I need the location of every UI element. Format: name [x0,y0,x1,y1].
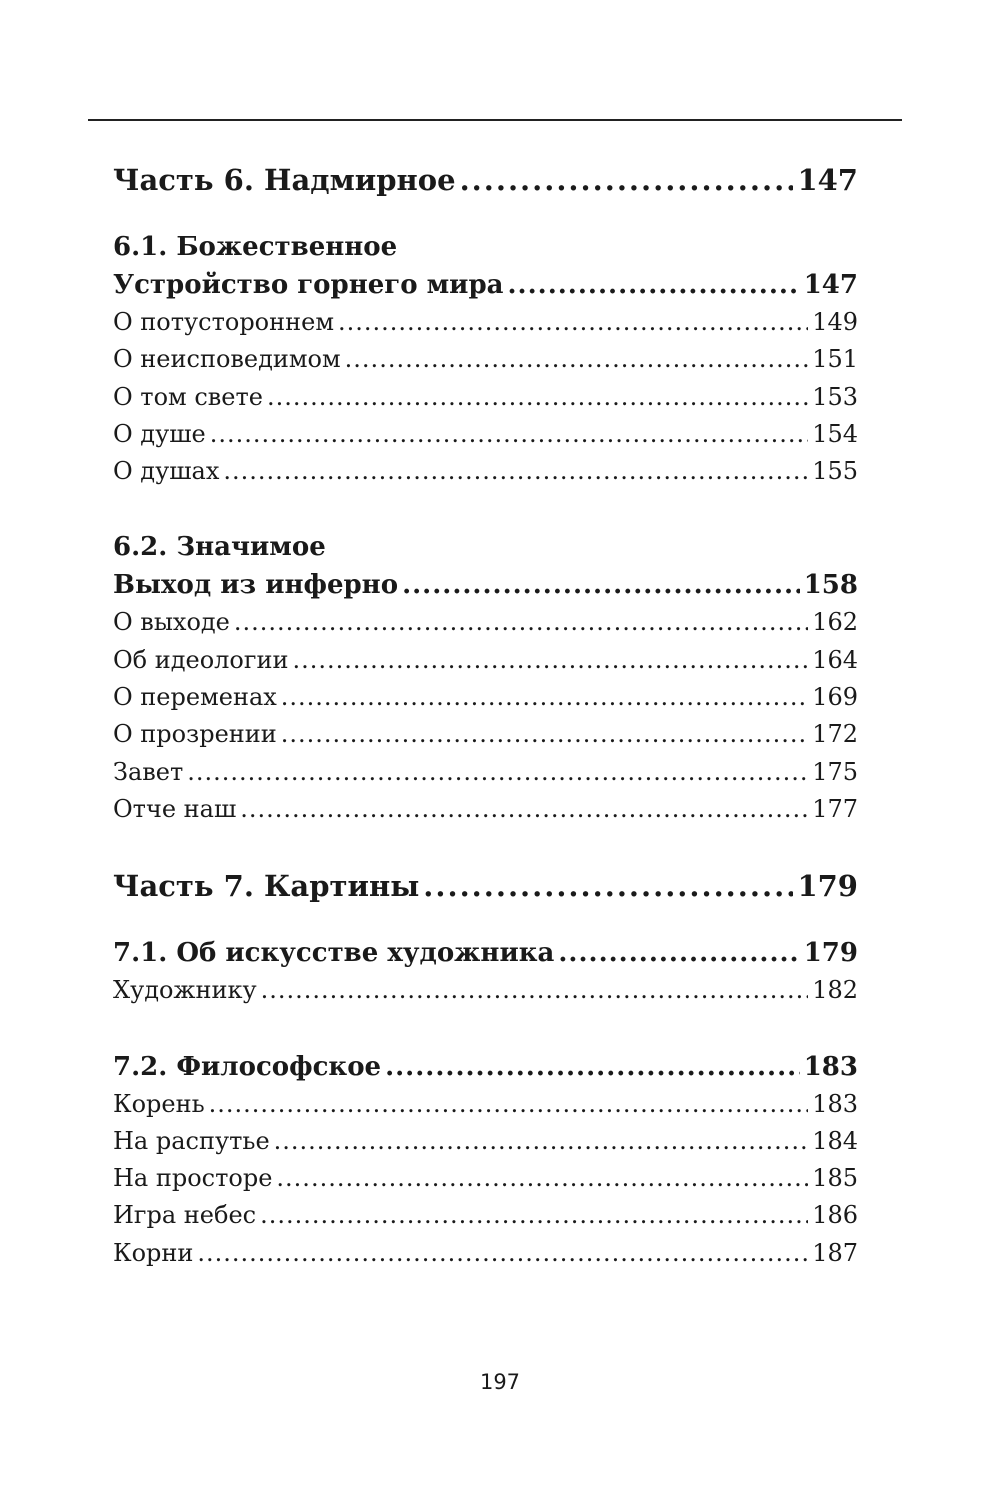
dot-leader [267,379,808,416]
toc-page-number: 151 [812,345,858,374]
dot-leader [508,266,800,304]
dot-leader [402,566,800,604]
toc-item-label: Корни [113,1238,194,1267]
toc-page-number: 158 [803,570,858,601]
toc-item-label: На распутье [113,1126,270,1155]
toc-page-number: 155 [812,457,858,486]
toc-page-number: 169 [812,683,858,712]
toc-item-label: О потустороннем [113,308,334,336]
toc-item [113,1197,858,1234]
toc-page-number: 187 [812,1238,858,1267]
dot-leader [197,1235,808,1272]
dot-leader [345,341,809,378]
toc-item [113,642,858,679]
toc-item-label: О том свете [113,382,263,411]
page-number: 197 [479,1370,521,1394]
toc-item [113,791,858,828]
toc-item [113,972,858,1009]
toc-page-number: 179 [797,869,858,904]
dot-leader [240,791,808,828]
toc-page-number: 177 [812,794,858,823]
toc-item-label: О душах [113,457,220,486]
toc-page-number: 153 [812,382,858,411]
toc-section-title [113,1048,858,1086]
toc-item [113,716,858,753]
toc-section-title [113,266,858,304]
toc-page-number: 162 [812,608,858,637]
dot-leader [292,642,808,679]
toc-section-label: 7.1. Об искусстве художника [113,938,555,969]
toc-item [113,341,858,378]
toc-item-label: Игра небес [113,1201,257,1230]
toc-page-number: 185 [812,1164,858,1193]
dot-leader [260,1197,808,1234]
table-of-contents [113,152,858,1272]
dot-leader [187,754,808,791]
dot-leader [558,934,799,972]
toc-page-number: 147 [803,270,858,300]
toc-page-number: 175 [812,757,858,786]
toc-section-label: Выход из инферно [113,570,399,601]
dot-leader [261,972,809,1009]
toc-page-number: 172 [812,720,858,749]
toc-section-title [113,934,858,972]
toc-item-label: О переменах [113,683,277,712]
toc-part-6 [113,152,858,208]
toc-page-number: 184 [812,1126,858,1155]
toc-page-number: 149 [812,308,858,336]
toc-item [113,304,858,341]
toc-part-label: Часть 6. Надмирное [113,163,456,197]
toc-section-heading: 6.1. Божественное [113,232,398,262]
dot-leader [281,716,808,753]
dot-leader [385,1048,800,1086]
toc-item-label: О выходе [113,608,230,637]
top-rule [88,119,902,121]
toc-part-label: Часть 7. Картины [113,869,420,904]
toc-page-number: 164 [812,645,858,674]
toc-item-label: Об идеологии [113,645,289,674]
toc-item-label: О неисповедимом [113,345,341,374]
dot-leader [276,1160,808,1197]
dot-leader [274,1123,809,1160]
toc-item [113,1160,858,1197]
toc-item-label: Завет [113,757,184,786]
toc-item [113,754,858,791]
toc-page-number: 154 [812,419,858,448]
dot-leader [234,604,808,641]
dot-leader [338,304,808,341]
toc-page-number: 182 [812,976,858,1005]
dot-leader [460,152,794,208]
toc-page-number: 179 [803,938,858,969]
dot-leader [209,1086,809,1123]
toc-item-label: О прозрении [113,720,277,749]
toc-item-label: На просторе [113,1164,273,1193]
toc-item [113,453,858,490]
toc-section-label: 7.2. Философское [113,1051,382,1082]
dot-leader [223,453,808,490]
toc-section-heading: 6.2. Значимое [113,532,326,563]
toc-section-title [113,566,858,604]
toc-page-number: 147 [797,163,858,197]
toc-item [113,679,858,716]
toc-page-number: 183 [812,1089,858,1118]
toc-item-label: Отче наш [113,794,237,823]
toc-section-label: Устройство горнего мира [113,270,504,300]
toc-item [113,416,858,453]
toc-item-label: Художнику [113,976,257,1005]
toc-part-7 [113,858,858,914]
dot-leader [281,679,808,716]
toc-item [113,1235,858,1272]
toc-item [113,604,858,641]
toc-item-label: О душе [113,419,206,448]
dot-leader [423,858,793,914]
dot-leader [210,416,808,453]
toc-page-number: 186 [812,1201,858,1230]
toc-item [113,1086,858,1123]
toc-item-label: Корень [113,1089,205,1118]
toc-page-number: 183 [803,1051,858,1082]
toc-item [113,379,858,416]
toc-item [113,1123,858,1160]
